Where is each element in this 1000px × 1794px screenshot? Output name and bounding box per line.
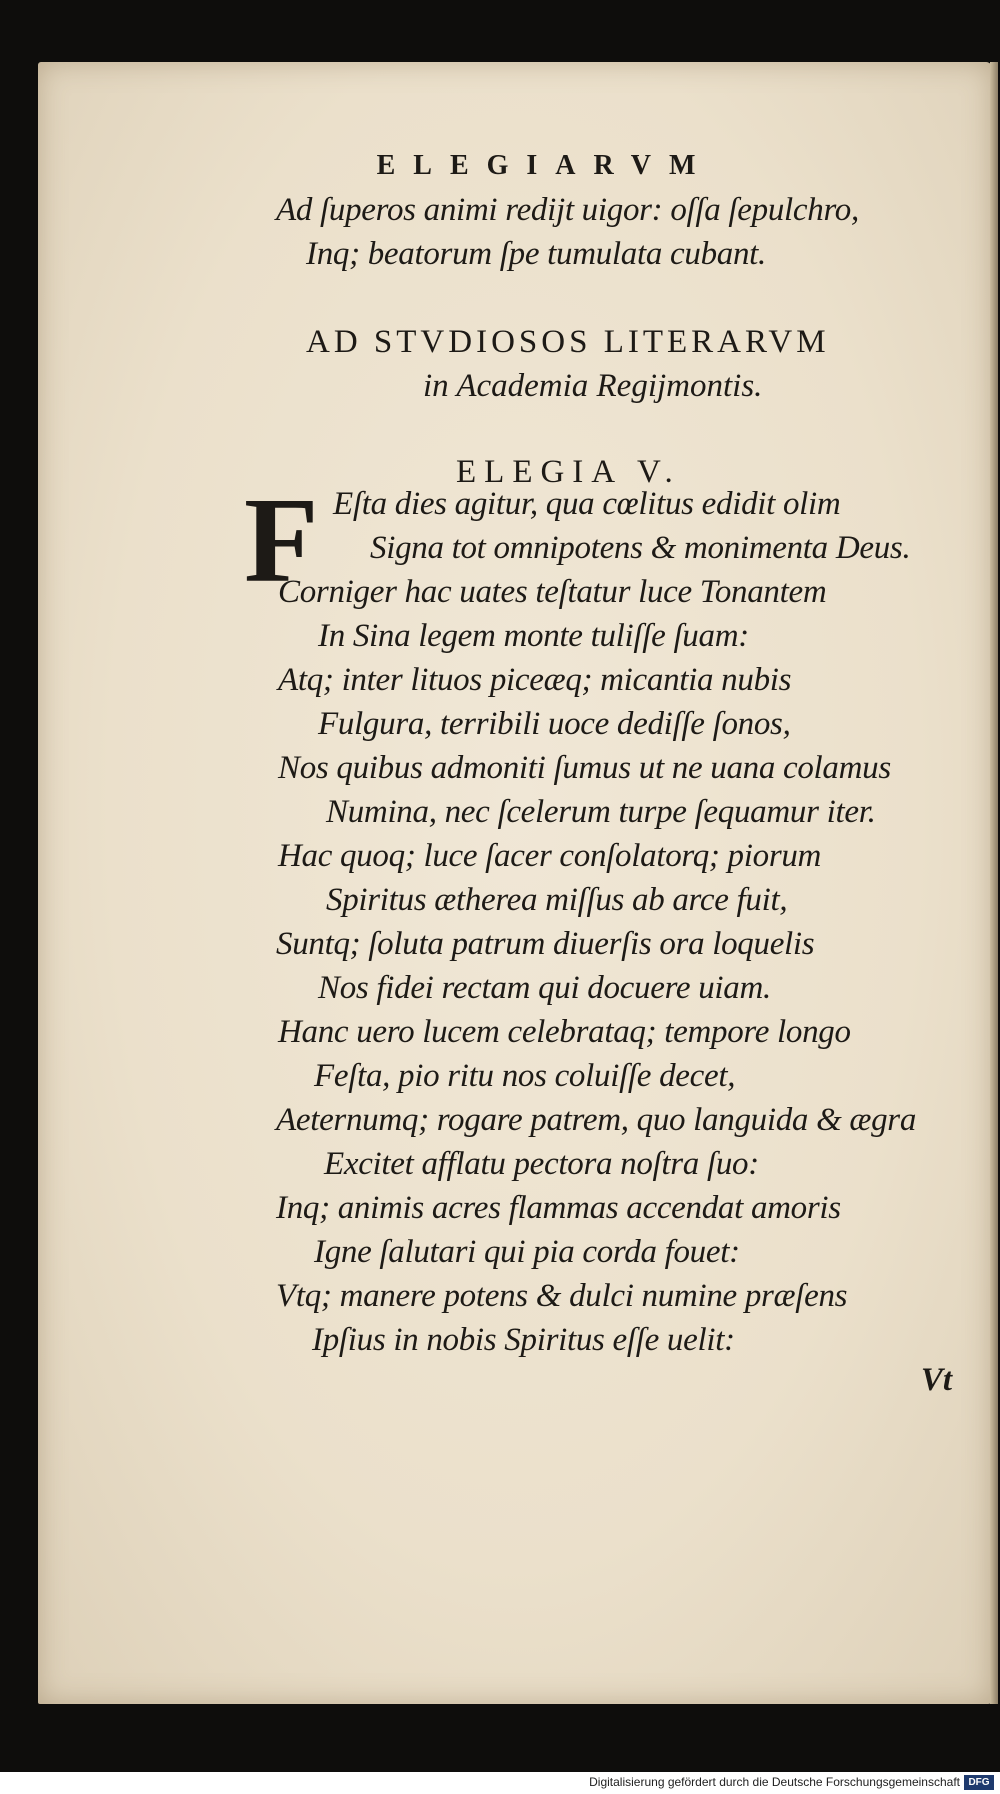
verse-line: Ipſius in nobis Spiritus eſſe uelit: [312,1322,735,1358]
verse-line: Excitet afflatu pectora noſtra ſuo: [324,1146,759,1182]
top-line-2: Inq; beatorum ſpe tumulata cubant. [306,236,766,272]
section-subheading: in Academia Regijmontis. [423,368,763,404]
verse-line: Nos fidei rectam qui docuere uiam. [318,970,771,1006]
running-head: ELEGIARVM [376,150,714,181]
dfg-logo: DFG [964,1775,994,1790]
verse-line: Hanc uero lucem celebrataq; tempore longo [278,1014,851,1050]
verse-line: Feſta, pio ritu nos coluiſſe decet, [314,1058,736,1094]
verse-line: Signa tot omnipotens & monimenta Deus. [370,530,911,566]
book-page [38,62,992,1704]
verse-line: Numina, nec ſcelerum turpe ſequamur iter. [326,794,876,830]
verse-line: Atq; inter lituos piceæq; micantia nubis [278,662,792,698]
verse-line: In Sina legem monte tuliſſe ſuam: [318,618,749,654]
verse-line: Aeternumq; rogare patrem, quo languida & ægra [276,1102,917,1138]
digitization-footer [0,1772,1000,1794]
verse-line: Spiritus ætherea miſſus ab arce fuit, [326,882,788,918]
verse-line: Nos quibus admoniti ſumus ut ne uana colamus [278,750,891,786]
verse-line: Inq; animis acres flammas accendat amoris [276,1190,841,1226]
drop-capital: F [244,473,319,608]
catchword: Vt [920,1362,952,1398]
verse-line: Igne ſalutari qui pia corda fouet: [314,1234,740,1270]
verse-line-1: Eſta dies agitur, qua cœlitus edidit olim [333,486,841,522]
verse-line: Suntq; ſoluta patrum diuerſis ora loquelis [276,926,815,962]
verse-line: Corniger hac uates teſtatur luce Tonantem [278,574,827,610]
page-text [38,62,992,1704]
verse-line: Fulgura, terribili uoce dediſſe ſonos, [318,706,791,742]
verse-line: Vtq; manere potens & dulci numine præſens [276,1278,848,1314]
verse-line: Hac quoq; luce ſacer conſolatorq; piorum [278,838,822,874]
top-line-1: Ad ſuperos animi redijt uigor: oſſa ſepulchro, [276,192,859,228]
section-heading: AD STVDIOSOS LITERARVM [306,324,830,360]
elegia-title: ELEGIA V. [456,454,681,490]
footer-credit: Digitalisierung gefördert durch die Deutsche Forschungsgemeinschaft [589,1775,960,1789]
